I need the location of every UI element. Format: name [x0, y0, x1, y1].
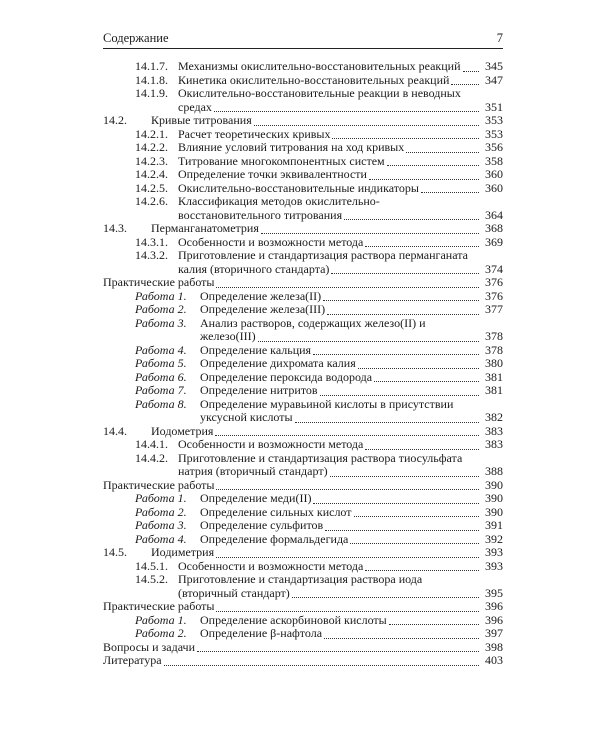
toc-entry-page: 392	[485, 531, 503, 546]
toc-entry-number: Работа 2.	[135, 626, 187, 640]
toc-entry-title: Окислительно-восстановительные индикаторы	[178, 180, 419, 195]
toc-entry-title: Определение сульфитов	[200, 518, 324, 532]
toc-entry-title: Определение нитритов	[200, 383, 318, 397]
toc-entry-page: 396	[485, 599, 503, 613]
toc-entry-number: 14.5.1.	[135, 558, 168, 573]
toc-entry	[103, 654, 503, 668]
toc-entry-number: Работа 1.	[135, 612, 187, 627]
toc-dot-leader	[292, 597, 479, 598]
toc-dot-leader	[369, 179, 479, 180]
toc-entry	[103, 222, 503, 236]
toc-entry-number: 14.2.4.	[135, 167, 168, 181]
toc-entry-page: 364	[485, 207, 503, 222]
toc-entry-number: 14.3.2.	[135, 248, 168, 262]
toc-dot-leader	[332, 138, 479, 139]
toc-entry-number: 14.4.	[103, 423, 127, 438]
toc-entry	[103, 236, 503, 250]
toc-entry-page: 397	[485, 626, 503, 640]
toc-dot-leader	[354, 516, 479, 517]
toc-entry-title: Определение кальция	[200, 342, 312, 357]
toc-entry-title: Приготовление и стандартизация раствора перманганата калия (вторичного стандарта)	[178, 248, 468, 276]
toc-dot-leader	[365, 246, 479, 247]
toc-dot-leader	[258, 341, 479, 342]
toc-entry-title: Определение муравьиной кислоты в присутствии уксусной кислоты	[200, 396, 454, 424]
toc-entry-title: Определение дихромата калия	[200, 356, 356, 370]
toc-entry-page: 381	[485, 369, 503, 384]
toc-entry-title: Определение β-нафтола	[200, 626, 323, 640]
toc-entry	[103, 290, 503, 304]
toc-entry-page: 378	[485, 329, 503, 343]
toc-entry-title: Иодометрия	[151, 423, 214, 438]
toc-dot-leader	[421, 192, 479, 193]
toc-entry-title: Вопросы и задачи	[103, 639, 196, 654]
toc-entry-number: Работа 8.	[135, 396, 187, 411]
toc-entry	[103, 384, 503, 398]
toc-entry-number: 14.2.3.	[135, 153, 168, 168]
toc-entry-number: Работа 3.	[135, 518, 187, 532]
toc-entry	[103, 506, 503, 520]
toc-dot-leader	[216, 287, 479, 288]
toc-entry-page: 383	[485, 423, 503, 438]
toc-entry-title: Определение железа(II)	[200, 288, 322, 303]
toc-entry-page: 382	[485, 410, 503, 424]
toc-entry	[103, 438, 503, 452]
toc-entry-title: Влияние условий титрования на ход кривых	[178, 140, 405, 154]
toc-entry-title: Кривые титрования	[151, 113, 252, 127]
toc-dot-leader	[214, 111, 479, 112]
toc-entry	[103, 492, 503, 506]
toc-dot-leader	[330, 476, 479, 477]
toc-entry	[103, 533, 503, 547]
toc-entry-page: 360	[485, 180, 503, 195]
toc-entry-number: 14.2.	[103, 113, 127, 127]
toc-entry	[103, 560, 503, 574]
toc-entry	[103, 344, 503, 358]
toc-entry-number: 14.5.	[103, 545, 127, 559]
toc-entry	[103, 425, 503, 439]
toc-entry-title: Кинетика окислительно-восстановительных реакций	[178, 72, 450, 87]
toc-dot-leader	[295, 422, 479, 423]
toc-entry-number: Работа 6.	[135, 369, 187, 384]
toc-entry-number: 14.3.	[103, 221, 127, 235]
toc-entry-number: 14.1.7.	[135, 59, 168, 73]
toc-entry	[103, 303, 503, 317]
toc-entry-page: 376	[485, 288, 503, 303]
toc-entry-page: 353	[485, 126, 503, 141]
toc-entry-title: Механизмы окислительно-восстановительных реакций	[178, 59, 461, 73]
toc-entry-number: Работа 7.	[135, 383, 187, 397]
toc-entry-title: Определение железа(III)	[200, 302, 326, 316]
toc-entry	[103, 627, 503, 641]
toc-entry-title: Практические работы	[103, 477, 215, 492]
toc-entry-page: 345	[485, 59, 503, 73]
toc-entry-number: Работа 2.	[135, 504, 187, 519]
toc-dot-leader	[389, 624, 479, 625]
running-header	[103, 31, 503, 49]
toc-dot-leader	[216, 489, 479, 490]
toc-dot-leader	[164, 665, 479, 666]
header-title: Содержание	[103, 31, 169, 45]
toc-entry-page: 396	[485, 612, 503, 627]
toc-entry	[103, 128, 503, 142]
toc-entry	[103, 546, 503, 560]
toc-entry-number: Работа 4.	[135, 531, 187, 546]
toc-entry-page: 390	[485, 491, 503, 505]
toc-entry-page: 391	[485, 518, 503, 532]
toc-dot-leader	[324, 638, 479, 639]
toc-entry	[103, 155, 503, 169]
toc-entry	[103, 141, 503, 155]
toc-entry-title: Практические работы	[103, 599, 215, 613]
toc-entry-page: 390	[485, 477, 503, 492]
toc-entry-number: Работа 3.	[135, 315, 187, 330]
toc-entry-page: 376	[485, 275, 503, 289]
toc-dot-leader	[365, 570, 479, 571]
toc-entry-number: 14.5.2.	[135, 572, 168, 586]
toc-entry-page: 388	[485, 464, 503, 478]
toc-dot-leader	[463, 71, 479, 72]
toc-entry-page: 381	[485, 383, 503, 397]
toc-entry-number: 14.4.1.	[135, 437, 168, 451]
toc-entry	[103, 87, 503, 114]
toc-entry-title: Приготовление и стандартизация раствора иода (вторичный стандарт)	[178, 572, 423, 600]
toc-entry-page: 360	[485, 167, 503, 181]
toc-dot-leader	[325, 530, 479, 531]
toc-entry-number: Работа 1.	[135, 288, 187, 303]
toc-entry-number: 14.3.1.	[135, 234, 168, 249]
toc-entry-page: 383	[485, 437, 503, 451]
toc-entry	[103, 60, 503, 74]
toc-entry	[103, 182, 503, 196]
toc-dot-leader	[406, 152, 479, 153]
toc-entry-title: Литература	[103, 653, 162, 667]
toc-entry-title: Определение меди(II)	[200, 491, 312, 505]
toc-dot-leader	[261, 233, 479, 234]
toc-entry-title: Определение аскорбиновой кислоты	[200, 612, 387, 627]
toc-entry	[103, 74, 503, 88]
toc-entry-title: Особенности и возможности метода	[178, 558, 364, 573]
toc-entry	[103, 479, 503, 493]
toc-entry-number: 14.2.2.	[135, 140, 168, 154]
toc-entry-title: Особенности и возможности метода	[178, 234, 364, 249]
toc-entry-page: 390	[485, 504, 503, 519]
toc-dot-leader	[323, 300, 479, 301]
toc-entry-title: Определение формальдегида	[200, 531, 349, 546]
toc-entry	[103, 249, 503, 276]
toc-dot-leader	[216, 557, 479, 558]
toc-dot-leader	[331, 273, 479, 274]
toc-entry-page: 378	[485, 342, 503, 357]
toc-dot-leader	[387, 165, 479, 166]
toc-entry-page: 369	[485, 234, 503, 249]
header-page-number: 7	[496, 31, 503, 45]
toc-dot-leader	[254, 125, 479, 126]
toc-entry-title: Перманганатометрия	[151, 221, 259, 235]
toc-entry-page: 377	[485, 302, 503, 316]
toc-entry	[103, 371, 503, 385]
toc-entry-number: 14.2.6.	[135, 194, 168, 208]
toc-dot-leader	[216, 611, 479, 612]
toc-entry-number: 14.2.1.	[135, 126, 168, 141]
toc-entry-title: Практические работы	[103, 275, 215, 289]
toc-dot-leader	[350, 543, 479, 544]
toc-entry	[103, 614, 503, 628]
toc-entry	[103, 276, 503, 290]
toc-dot-leader	[313, 503, 479, 504]
toc-dot-leader	[374, 381, 479, 382]
toc-entry	[103, 600, 503, 614]
toc-entry	[103, 168, 503, 182]
toc-entry-title: Расчет теоретических кривых	[178, 126, 331, 141]
toc-dot-leader	[320, 395, 479, 396]
toc-entry-page: 356	[485, 140, 503, 154]
toc-entry-page: 403	[485, 653, 503, 667]
toc-dot-leader	[327, 314, 479, 315]
toc-entry-title: Приготовление и стандартизация раствора тиосульфата натрия (вторичный стандарт)	[178, 450, 463, 478]
toc-dot-leader	[358, 368, 479, 369]
toc-entry-title: Иодиметрия	[151, 545, 215, 559]
toc-dot-leader	[365, 449, 479, 450]
toc-dot-leader	[197, 651, 479, 652]
toc-entry-number: 14.2.5.	[135, 180, 168, 195]
toc-entry-number: Работа 4.	[135, 342, 187, 357]
toc-entry-page: 353	[485, 113, 503, 127]
toc-dot-leader	[451, 84, 479, 85]
toc-entry-title: Классификация методов окислительно-восстановительного титрования	[178, 194, 380, 222]
toc-entry-page: 351	[485, 99, 503, 114]
toc-dot-leader	[215, 435, 479, 436]
toc-entry-number: 14.4.2.	[135, 450, 168, 465]
toc-entry-page: 368	[485, 221, 503, 235]
toc-entry	[103, 641, 503, 655]
toc-entry-title: Особенности и возможности метода	[178, 437, 364, 451]
toc-entry-title: Анализ растворов, содержащих железо(II) и железо(III)	[200, 315, 426, 343]
toc-entry	[103, 357, 503, 371]
toc-entry-page: 380	[485, 356, 503, 370]
toc-entry-page: 374	[485, 261, 503, 276]
toc-entry-number: Работа 2.	[135, 302, 187, 316]
toc-entry-page: 395	[485, 585, 503, 600]
toc-entry-number: Работа 5.	[135, 356, 187, 370]
toc-entry-title: Определение точки эквивалентности	[178, 167, 367, 181]
toc-entry-page: 393	[485, 558, 503, 573]
toc-entry	[103, 573, 503, 600]
toc-entry-title: Окислительно-восстановительные реакции в неводных средах	[178, 86, 461, 114]
toc-entry	[103, 195, 503, 222]
toc-entry	[103, 519, 503, 533]
toc-entry	[103, 114, 503, 128]
toc-dot-leader	[313, 354, 479, 355]
toc-dot-leader	[344, 219, 479, 220]
toc-entry	[103, 452, 503, 479]
toc-entry-title: Титрование многокомпонентных систем	[178, 153, 385, 168]
toc-entry-number: 14.1.9.	[135, 86, 168, 100]
toc-entry-page: 398	[485, 639, 503, 654]
toc-entry-page: 347	[485, 72, 503, 87]
toc-entry-title: Определение сильных кислот	[200, 504, 352, 519]
toc-entry-page: 393	[485, 545, 503, 559]
toc-entry-page: 358	[485, 153, 503, 168]
toc-entry	[103, 317, 503, 344]
table-of-contents	[103, 60, 503, 668]
toc-entry-number: Работа 1.	[135, 491, 187, 505]
toc-entry-title: Определение пероксида водорода	[200, 369, 373, 384]
toc-entry	[103, 398, 503, 425]
toc-entry-number: 14.1.8.	[135, 72, 168, 87]
